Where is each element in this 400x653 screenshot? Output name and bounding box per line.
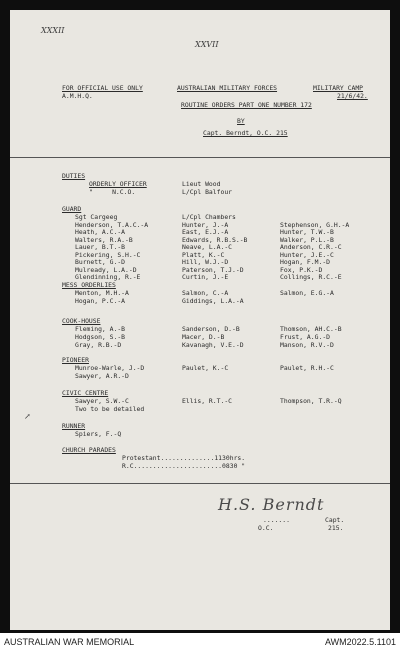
signature-unit: 215. [328, 524, 344, 532]
list-item: Neave, L.A.-C [182, 243, 233, 251]
list-item: Hodgson, S.-B [75, 333, 126, 341]
forces-heading: AUSTRALIAN MILITARY FORCES [177, 84, 278, 92]
list-item: Salmon, C.-A [182, 289, 229, 297]
footer-bar [0, 633, 400, 653]
list-item: Hogan, P.C.-A [75, 297, 126, 305]
list-item: Edwards, R.B.S.-B [182, 235, 248, 244]
list-item: Thomson, AH.C.-B [280, 325, 342, 333]
list-item: Ellis, R.T.-C [182, 397, 233, 405]
list-item: Sawyer, A.R.-D [75, 372, 129, 380]
list-item: Paulet, K.-C [182, 364, 229, 372]
duties-heading: DUTIES [62, 172, 86, 180]
list-item: Gray, R.B.-D [75, 341, 122, 349]
list-item: Paulet, R.H.-C [280, 364, 334, 372]
list-item: Salmon, E.G.-A [280, 289, 334, 297]
margin-tick-mark: ↗ [24, 412, 31, 421]
list-item: Hunter, T.W.-B [280, 228, 334, 236]
list-item: Munroe-Warle, J.-D [75, 364, 145, 372]
list-item: Sanderson, D.-B [182, 325, 240, 333]
civic-centre-heading: CIVIC CENTRE [62, 389, 109, 397]
list-item: Menton, M.H.-A [75, 289, 129, 297]
signature-oc: O.C. [258, 524, 274, 532]
orderly-officer-name: Lieut Wood [182, 180, 221, 188]
list-item: Hunter, J.E.-C [280, 250, 334, 259]
list-item: Platt, K.-C [182, 250, 225, 259]
list-item: Two to be detailed [75, 405, 145, 413]
runner-name: Spiers, F.-Q [75, 430, 122, 438]
list-item: L/Cpl Chambers [182, 213, 236, 221]
list-item: Mulready, L.A.-D [75, 265, 137, 274]
footer-institution: AUSTRALIAN WAR MEMORIAL [4, 637, 135, 647]
signature-dots: ....... [263, 516, 290, 524]
list-item: Burnett, G.-D [75, 258, 126, 266]
document-page [10, 10, 390, 630]
signature-rank: Capt. [325, 516, 345, 524]
list-item: Frust, A.G.-D [280, 333, 331, 341]
body-divider [10, 483, 390, 484]
list-item: Stephenson, G.H.-A [280, 220, 350, 229]
protestant-parade: Protestant..............1130hrs. [122, 454, 246, 462]
list-item: Heath, A.C.-A [75, 228, 126, 236]
unit-code: A.M.H.Q. [62, 92, 93, 100]
list-item: Macer, D.-B [182, 333, 225, 341]
nco-label: " N.C.O. [89, 188, 136, 196]
orderly-officer-label: ORDERLY OFFICER [89, 180, 147, 188]
list-item: Curtin, J.-E [182, 273, 229, 281]
cook-house-heading: COOK-HOUSE [62, 317, 101, 325]
list-item: East, E.J.-A [182, 228, 229, 236]
list-item: Henderson, T.A.C.-A [75, 220, 149, 229]
list-item: Fox, P.K.-D [280, 265, 323, 274]
list-item: Manson, R.V.-D [280, 341, 334, 349]
list-item: Anderson, C.R.-C [280, 243, 342, 251]
pioneer-heading: PIONEER [62, 356, 89, 364]
list-item: Hunter, J.-A [182, 220, 229, 229]
list-item: Fleming, A.-B [75, 325, 126, 333]
by-label: BY [237, 117, 245, 125]
list-item: Sawyer, S.W.-C [75, 397, 129, 405]
runner-heading: RUNNER [62, 422, 86, 430]
list-item: Lauer, B.T.-B [75, 243, 126, 251]
list-item: Paterson, T.J.-D [182, 265, 244, 274]
handwritten-signature: H.S. Berndt [218, 495, 325, 514]
official-use-line: FOR OFFICIAL USE ONLY [62, 84, 143, 92]
list-item: Hill, W.J.-D [182, 258, 229, 266]
top-handwritten-mark: XXVII [195, 40, 219, 49]
guard-heading: GUARD [62, 205, 82, 213]
order-date: 21/6/42. [337, 92, 368, 100]
mess-orderlies-heading: MESS ORDERLIES [62, 281, 116, 289]
list-item: Kavanagh, V.E.-D [182, 341, 244, 349]
list-item: Glendinning, R.-E [75, 273, 141, 281]
list-item: Giddings, L.A.-A [182, 297, 244, 305]
church-parades-heading: CHURCH PARADES [62, 446, 116, 454]
camp-heading: MILITARY CAMP [313, 84, 364, 92]
header-divider [10, 157, 390, 158]
list-item: Thompson, T.R.-Q [280, 397, 342, 405]
list-item: Walker, P.L.-B [280, 235, 334, 244]
corner-handwritten-mark: XXXII [41, 26, 65, 35]
orders-title: ROUTINE ORDERS PART ONE NUMBER 172 [181, 101, 312, 109]
list-item: Pickering, S.H.-C [75, 250, 141, 259]
list-item: Walters, R.A.-B [75, 235, 133, 244]
footer-accession-number: AWM2022.5.1101 [324, 637, 396, 647]
issuing-officer: Capt. Berndt, O.C. 215 [203, 129, 288, 137]
list-item: Collings, R.C.-E [280, 273, 342, 281]
nco-name: L/Cpl Balfour [182, 188, 233, 196]
rc-parade: R.C.......................0830 " [122, 462, 246, 470]
list-item: Hogan, F.M.-D [280, 258, 331, 266]
list-item: Sgt Cargeeg [75, 213, 118, 221]
